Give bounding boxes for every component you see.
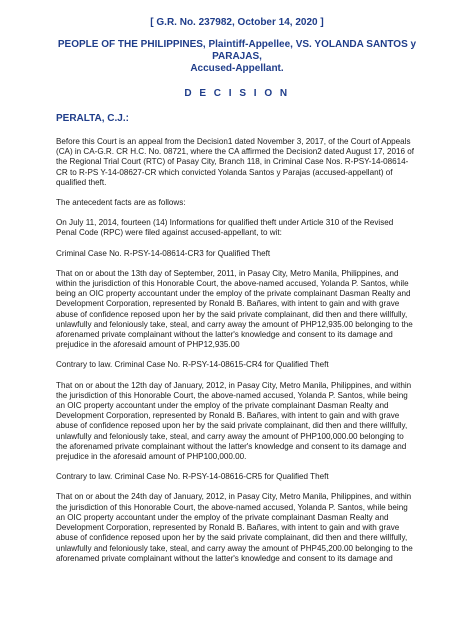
paragraph-case-08615: That on or about the 12th day of January, 2012, in Pasay City, Metro Manila, Philippines, and within the jurisdiction of this Honorable Court, the above-named accused, Yolanda P. Santos, while being an OIC property accountant under the employ of the private complainant Dasman Realty and Development Corporation, represented by Ronald B. Bañares, with intent to gain and with grave abuse of confidence reposed upon her by the said private complainant, did then and there willfully, unlawfully and feloniously take, steal, and carry away the amount of PHP100,000.00 belonging to the aforenamed private complainant without the latter's knowledge and consent to its damage and prejudice in the aforesaid amount of PHP100,000.00. xyxy=(56,380,412,462)
paragraph-informations: On July 11, 2014, fourteen (14) Informations for qualified theft under Article 310 of the Revised Penal Code (RPC) were filed against accused-appellant, to wit: xyxy=(56,218,394,238)
paragraph-antecedent: The antecedent facts are as follows: xyxy=(56,198,186,208)
gr-number: [ G.R. No. 237982, October 14, 2020 ] xyxy=(150,17,324,28)
ponente: PERALTA, C.J.: xyxy=(56,113,129,124)
case-parties: PEOPLE OF THE PHILIPPINES, Plaintiff-Appellee, VS. YOLANDA SANTOS y PARAJAS, Accused-Appellant. xyxy=(57,39,417,74)
case-heading-08615: Contrary to law. Criminal Case No. R-PSY-14-08615-CR4 for Qualified Theft xyxy=(56,360,329,370)
decision-heading: D E C I S I O N xyxy=(184,88,290,99)
paragraph-case-08614: That on or about the 13th day of September, 2011, in Pasay City, Metro Manila, Philippines, and within the jurisdiction of this Honorable Court, the above-named accused, Yolanda P. Santos, while being an OIC property accountant under the employ of the private complainant Dasman Realty and Development Corporation, represented by Ronald B. Bañares, with intent to gain and with grave abuse of confidence reposed upon her by the said private complainant, did then and there willfully, unlawfully and feloniously take, steal, and carry away the amount of PHP12,935.00 belonging to the aforenamed private complainant without the latter's knowledge and consent to its damage and prejudice in the aforesaid amount of PHP12,935.00 xyxy=(56,268,413,350)
case-heading-08616: Contrary to law. Criminal Case No. R-PSY-14-08616-CR5 for Qualified Theft xyxy=(56,472,329,482)
paragraph-case-08616: That on or about the 24th day of January, 2012, in Pasay City, Metro Manila, Philippines, and within the jurisdiction of this Honorable Court, the above-named accused, Yolanda P. Santos, while being an OIC property accountant under the employ of the private complainant Dasman Realty and Development Corporation, represented by Ronald B. Bañares, with intent to gain and with grave abuse of confidence reposed upon her by the said private complainant, did then and there willfully, unlawfully and feloniously take, steal, and carry away the amount of PHP45,200.00 belonging to the aforenamed private complainant without the latter's knowledge and consent to its damage and xyxy=(56,492,413,563)
case-heading-08614: Criminal Case No. R-PSY-14-08614-CR3 for Qualified Theft xyxy=(56,248,271,258)
paragraph-intro: Before this Court is an appeal from the Decision1 dated November 3, 2017, of the Court of Appeals (CA) in CA-G.R. CR H.C. No. 08721, where the CA affirmed the Decision2 dated August 17, 2016 of the Regional Trial Court (RTC) of Pasay City, Branch 118, in Criminal Case Nos. R-PSY-14-08614- CR to R-PS Y-14-08627-CR which convicted Yolanda Santos y Parajas (accused-appellant) of qualified theft. xyxy=(56,137,414,187)
